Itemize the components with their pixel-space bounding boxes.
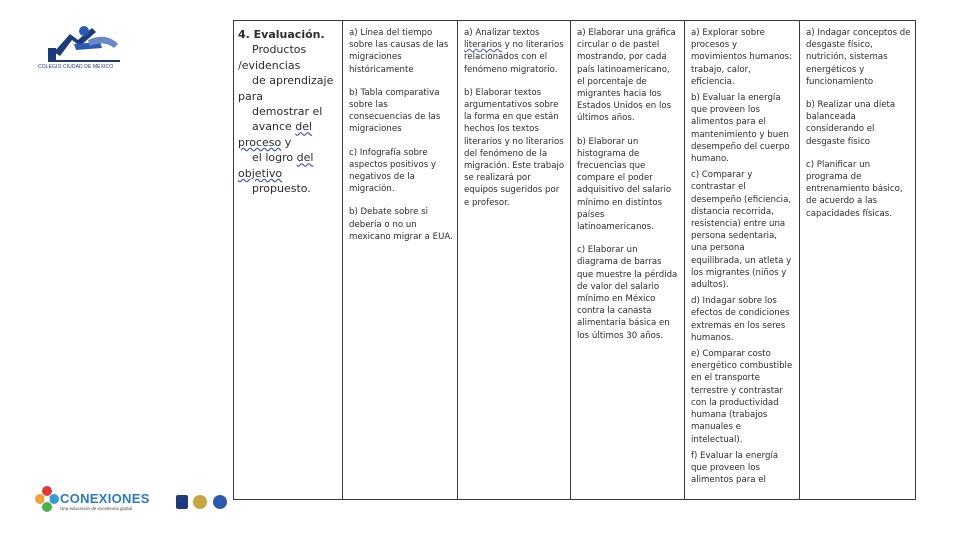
evaluacion-line: demostrar el [252, 105, 323, 119]
activity-item: b) Elaborar un histograma de frecuencias que compare el poder adquisitivo del salario mínimo en distintos países latinoamericanos. [577, 136, 672, 233]
evaluacion-line: propuesto. [252, 182, 311, 196]
activity-item: b) Evaluar la energía que proveen los alimentos para el mantenimiento y buen desempeño del cuerpo humano. [691, 93, 790, 165]
activity-item: c) Infografía sobre aspectos positivos y negativos de la migración. [349, 147, 437, 195]
evaluacion-line: Productos [252, 43, 307, 57]
column-educacion-fisica [800, 20, 916, 500]
activity-item: e) Comparar costo energético combustible en el transporte terrestre y contrastar con la productividad humana (trabajos manuales e intelectual). [691, 349, 793, 445]
evaluacion-line: de aprendizaje [252, 74, 334, 88]
column-fisica [685, 20, 800, 500]
activity-item: a) Indagar conceptos de desgaste físico, nutrición, sistemas energéticos y funcionamiento [806, 28, 911, 87]
evaluacion-line: proceso y [238, 135, 292, 149]
activity-item: b) Tabla comparativa sobre las consecuencias de las migraciones [349, 87, 441, 135]
column-evaluacion [233, 20, 343, 500]
activity-item: b) Elaborar textos argumentativos sobre la forma en que están hechos los textos literarios y no literarios del fenómeno de la migración. Este trabajo se realizará por equipos sugeridos por e profesor. [464, 87, 565, 208]
activity-item: c) Elaborar un diagrama de barras que muestre la pérdida de valor del salario mínimo en México contra la canasta alimentaria básica en los últimos 30 años. [577, 245, 678, 341]
activity-item: f) Evaluar la energía que proveen los alimentos para el [691, 450, 779, 486]
activity-item: b) Debate sobre si debería o no un mexicano migrar a EUA. [349, 207, 453, 242]
activity-item: a) Línea del tiempo sobre las causas de las migraciones históricamente [349, 28, 449, 75]
badge-name: CONEXIONES [60, 491, 150, 506]
evaluacion-title: 4. Evaluación. [238, 28, 325, 41]
evaluacion-line: avance del [252, 120, 313, 134]
column-espanol [458, 20, 571, 500]
school-name: COLEGIO CIUDAD DE MÉXICO [38, 64, 114, 70]
activity-item: a) Explorar sobre procesos y movimientos humanos: trabajo, calor, eficiencia. [691, 28, 793, 87]
column-historia [343, 20, 458, 500]
badge-tagline: Una educación de excelencia global [60, 506, 133, 511]
evaluacion-line: objetivo [238, 166, 283, 180]
partner-logos-icon [176, 493, 228, 511]
column-matematicas [571, 20, 685, 500]
evaluacion-line: /evidencias [238, 58, 301, 72]
evaluacion-line: el logro del [252, 151, 314, 165]
activity-item: c) Comparar y contrastar el desempeño (eficiencia, distancia recorrida, resistencia) entre una persona sedentaria, una persona equilibrada, un atleta y los migrantes (niños y adultos). [691, 170, 792, 291]
activity-item: a) Elaborar una gráfica circular o de pastel mostrando, por cada país latinoamericano, el porcentaje de migrantes hacia los Estados Unidos en los últimos años. [577, 28, 676, 124]
conexiones-logo-icon [34, 485, 60, 513]
activity-item: a) Analizar textos literarios y no literarios relacionados con el fenómeno migratorio. [464, 28, 564, 75]
activity-item: c) Planificar un programa de entrenamiento básico, de acuerdo a las capacidades físicas. [806, 159, 903, 219]
school-logo [38, 22, 130, 74]
activity-item: b) Realizar una dieta balanceada considerando el desgaste físico [806, 100, 896, 147]
evaluacion-line: para [238, 89, 263, 103]
activity-item: d) Indagar sobre los efectos de condiciones extremas en los seres humanos. [691, 296, 790, 343]
school-crest-icon [44, 22, 124, 64]
conexiones-badge [14, 481, 214, 519]
